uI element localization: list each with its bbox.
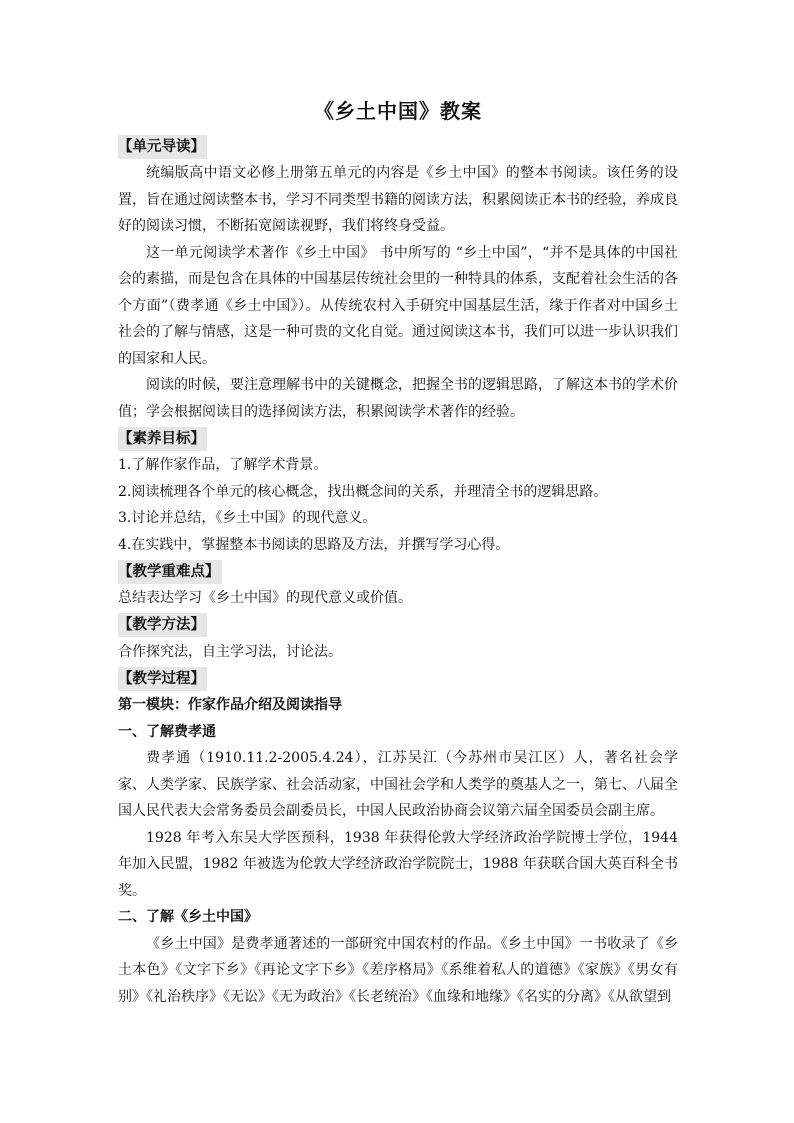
subsection-heading-author: 一、了解费孝通 xyxy=(118,723,216,740)
section-heading-method: 【教学方法】 xyxy=(118,613,207,637)
book-paragraph: 《乡土中国》是费孝通著述的一部研究中国农村的作品。《乡土中国》一书收录了《乡土本色》《文字下乡》《再论文字下乡》《差序格局》《系维着私人的道德》《家族》《男女有别》《礼治秩序》《无讼》《无为政治》《长老统治》《血缘和地缘》《名实的分离》《从欲望到 xyxy=(118,935,678,1005)
author-paragraph: 费孝通（1910.11.2-2005.4.24），江苏吴江（今苏州市吴江区）人，著名社会学家、人类学家、民族学家、社会活动家，中国社会学和人类学的奠基人之一，第七、八届全国人民代表大会常务委员会副委员长，中国人民政治协商会议第六届全国委员会副主席。 xyxy=(118,750,678,819)
subsection-heading-book: 二、了解《乡土中国》 xyxy=(118,909,258,925)
intro-paragraph: 阅读的时候，要注意理解书中的关键概念，把握全书的逻辑思路，了解这本书的学术价值；学会根据阅读目的选择阅读方法，积累阅读学术著作的经验。 xyxy=(118,377,678,420)
goal-item: 3.讨论并总结，《乡土中国》的现代意义。 xyxy=(118,510,377,526)
section-heading-difficulty: 【教学重难点】 xyxy=(118,560,222,584)
section-process-header xyxy=(118,665,678,692)
goal-item: 2.阅读梳理各个单元的核心概念，找出概念间的关系，并理清全书的逻辑思路。 xyxy=(118,483,608,500)
section-goals-header xyxy=(118,425,678,452)
author-paragraph: 1928 年考入东吴大学医预科，1938 年获得伦敦大学经济政治学院博士学位，1944 年加入民盟，1982 年被选为伦敦大学经济政治学院院士，1988 年获联合国大英百科全书奖。 xyxy=(118,829,678,899)
intro-paragraph: 这一单元阅读学术著作《乡土中国》 书中所写的 “乡土中国”，“并不是具体的中国社会的素描，而是包含在具体的中国基层传统社会里的一种特具的体系，支配着社会生活的各个方面”（费孝通《乡土中国》）。从传统农村入手研究中国基层生活，缘于作者对中国乡土社会的了解与情感，这是一种可贵的文化自觉。通过阅读这本书，我们可以进一步认识我们的国家和人民。 xyxy=(118,244,678,367)
section-heading-goals: 【素养目标】 xyxy=(118,427,207,451)
document-page xyxy=(118,95,678,1010)
section-method-header xyxy=(118,612,678,639)
section-heading-intro: 【单元导读】 xyxy=(118,135,207,159)
section-difficulty-header xyxy=(118,558,678,585)
difficulty-text: 总结表达学习《乡土中国》的现代意义或价值。 xyxy=(118,590,412,606)
goal-item: 4.在实践中，掌握整本书阅读的思路及方法，并撰写学习心得。 xyxy=(118,536,510,553)
module-heading: 第一模块：作家作品介绍及阅读指导 xyxy=(118,697,342,713)
section-heading-process: 【教学过程】 xyxy=(118,667,207,691)
method-text: 合作探究法，自主学习法，讨论法。 xyxy=(118,643,342,660)
section-intro-header xyxy=(118,133,678,160)
intro-paragraph: 统编版高中语文必修上册第五单元的内容是《乡土中国》的整本书阅读。该任务的设置，旨在通过阅读整本书，学习不同类型书籍的阅读方法，积累阅读正本书的经验，养成良好的阅读习惯，不断拓宽阅读视野，我们将终身受益。 xyxy=(118,165,678,234)
goal-item: 1.了解作家作品，了解学术背景。 xyxy=(118,457,328,473)
document-title: 《乡土中国》教案 xyxy=(314,99,482,123)
